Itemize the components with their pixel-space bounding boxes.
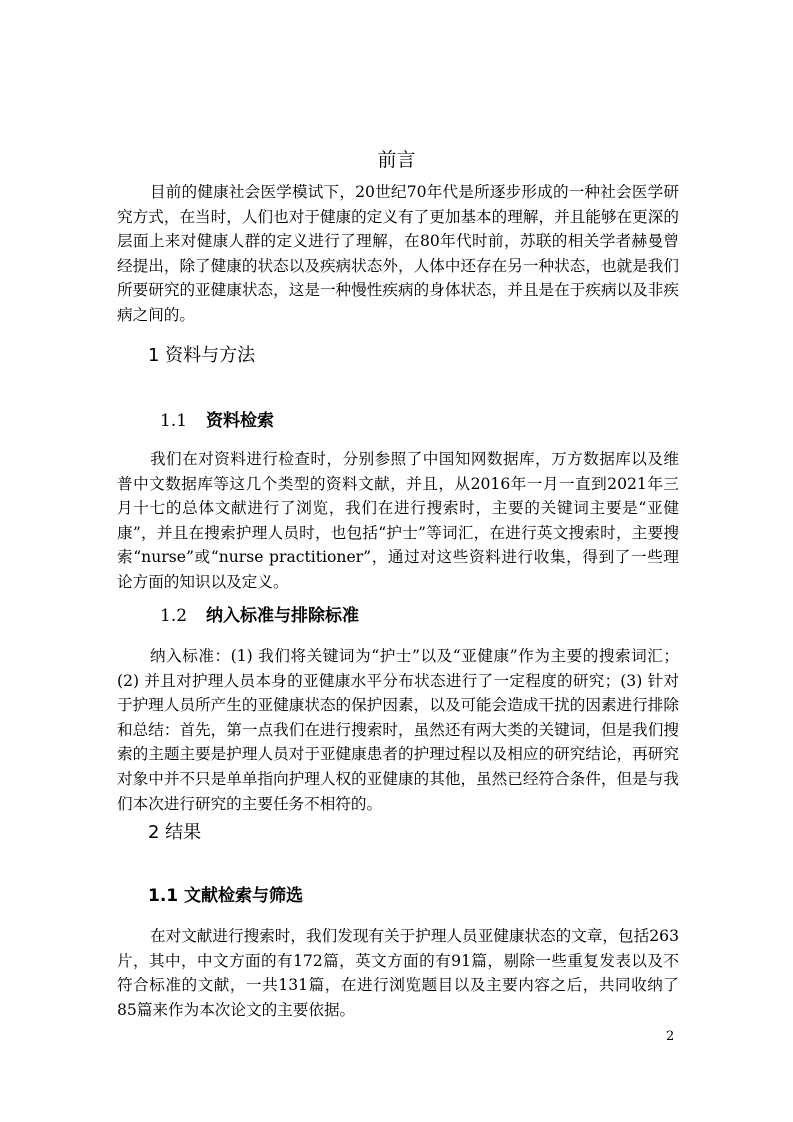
section-1-2-title: 纳入标准与排除标准 <box>206 606 359 626</box>
section-1-2-number: 1.2 <box>160 606 188 626</box>
section-1-1-number: 1.1 <box>160 411 188 431</box>
section-2-heading: 2 结果 <box>148 822 202 843</box>
section-1-2-paragraph: 纳入标准：(1) 我们将关键词为“护士”以及“亚健康”作为主要的搜索词汇；(2) 并且对护理人员本身的亚健康水平分布状态进行了一定程度的研究；(3) 针对于护理人员所产生的亚健康状态的保护因素，以及可能会造成干扰的因素进行排除和总结：首先，第一点我们在进行搜索时，虽然还有两大类的关键词，但是我们搜索的主题主要是护理人员对于亚健康患者的护理过程以及相应的研究结论，再研究对象中并不只是单单指向护理人权的亚健康的其他，虽然已经符合条件，但是与我们本次进行研究的主要任务不相符的。 <box>117 647 679 813</box>
section-1-heading: 1 资料与方法 <box>148 345 256 366</box>
section-1-1-paragraph: 我们在对资料进行检查时，分别参照了中国知网数据库，万方数据库以及维普中文数据库等这几个类型的资料文献，并且，从2016年一月一直到2021年三月十七的总体文献进行了浏览，我们在进行搜索时，主要的关键词主要是“亚健康”，并且在搜索护理人员时，也包括“护士”等词汇，在进行英文搜索时，主要搜索“nurse”或“nurse practitioner”，通过对这些资料进行收集，得到了一些理论方面的知识以及定义。 <box>117 450 679 591</box>
preface-paragraph: 目前的健康社会医学模试下，20世纪70年代是所逐步形成的一种社会医学研究方式，在当时，人们也对于健康的定义有了更加基本的理解，并且能够在更深的层面上来对健康人群的定义进行了理解，在80年代时前，苏联的相关学者赫曼曾经提出，除了健康的状态以及疾病状态外，人体中还存在另一种状态，也就是我们所要研究的亚健康状态，这是一种慢性疾病的身体状态，并且是在于疾病以及非疾病之间的。 <box>117 183 679 324</box>
section-1-1-heading <box>160 411 274 431</box>
page-number: 2 <box>666 1029 675 1044</box>
section-2-1-paragraph: 在对文献进行搜索时，我们发现有关于护理人员亚健康状态的文章，包括263片，其中，中文方面的有172篇，英文方面的有91篇，剔除一些重复发表以及不符合标准的文献，一共131篇，在进行浏览题目以及主要内容之后，共同收纳了85篇来作为本次论文的主要依据。 <box>117 927 679 1019</box>
section-1-1-title: 资料检索 <box>206 411 274 431</box>
section-1-2-heading <box>160 606 359 626</box>
preface-title: 前言 <box>377 149 416 171</box>
section-2-1-heading: 1.1 文献检索与筛选 <box>148 886 304 906</box>
